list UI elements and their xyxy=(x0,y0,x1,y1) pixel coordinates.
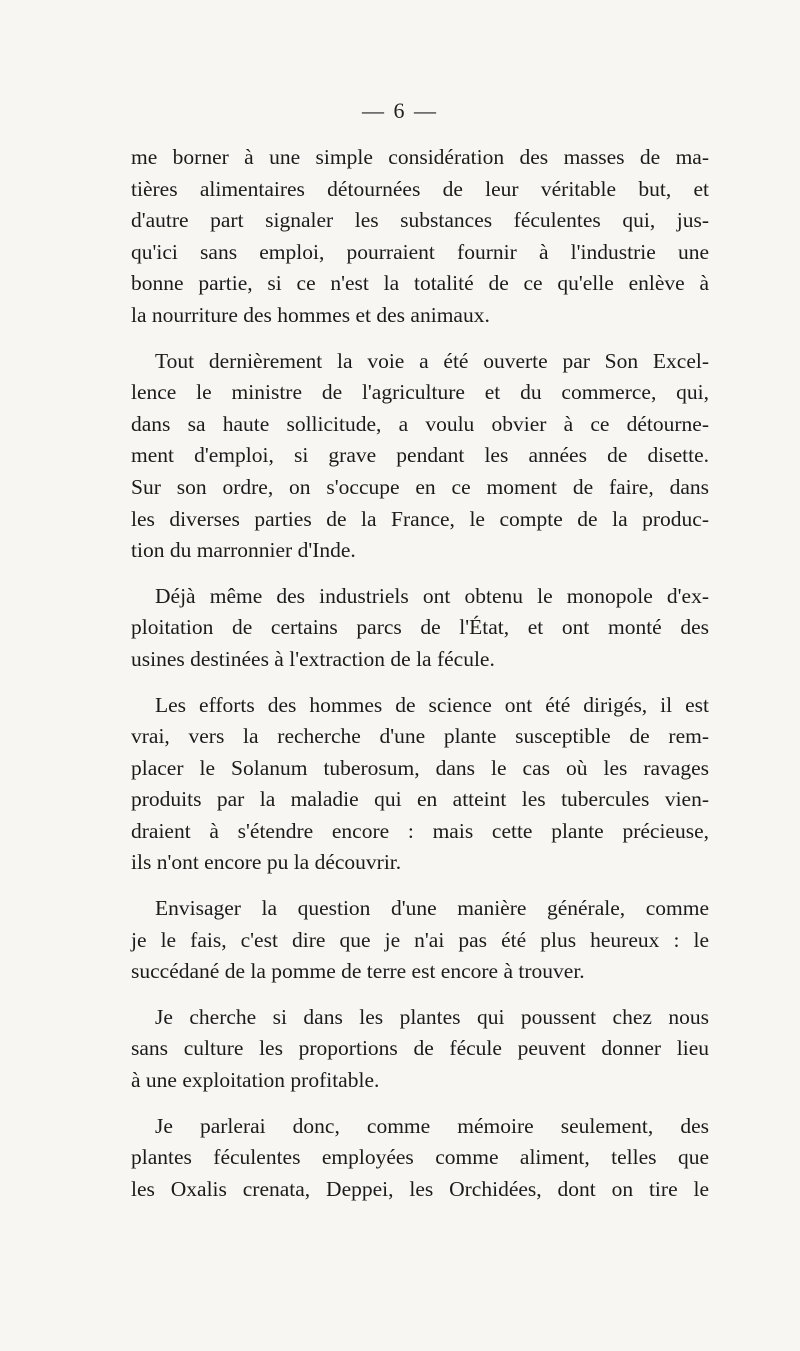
text-line: Tout dernièrement la voie a été ouverte par Son Excel- xyxy=(155,348,709,373)
text-line: Envisager la question d'une manière générale, comme xyxy=(155,896,709,921)
text-line: à une exploitation profitable. xyxy=(131,1068,380,1093)
paragraph xyxy=(131,346,709,567)
text-line: succédané de la pomme de terre est encore à trouver. xyxy=(131,959,585,984)
text-line: je le fais, c'est dire que je n'ai pas été plus heureux : le xyxy=(131,927,709,952)
text-line: ploitation de certains parcs de l'État, et ont monté des xyxy=(131,615,709,640)
paragraph xyxy=(131,893,709,988)
text-line: placer le Solanum tuberosum, dans le cas où les ravages xyxy=(131,755,709,780)
text-line: vrai, vers la recherche d'une plante susceptible de rem- xyxy=(131,724,709,749)
body-text xyxy=(131,142,709,1219)
paragraph xyxy=(131,581,709,676)
text-line: les diverses parties de la France, le compte de la produc- xyxy=(131,506,709,531)
text-line: Je parlerai donc, comme mémoire seulement, des xyxy=(155,1113,709,1138)
paragraph xyxy=(131,1002,709,1097)
text-line: bonne partie, si ce n'est la totalité de ce qu'elle enlève à xyxy=(131,271,709,296)
text-line: sans culture les proportions de fécule peuvent donner lieu xyxy=(131,1036,709,1061)
text-line: Les efforts des hommes de science ont été dirigés, il est xyxy=(155,692,709,717)
text-line: draient à s'étendre encore : mais cette plante précieuse, xyxy=(131,818,709,843)
text-line: dans sa haute sollicitude, a voulu obvier à ce détourne- xyxy=(131,411,709,436)
text-line: qu'ici sans emploi, pourraient fournir à l'industrie une xyxy=(131,239,709,264)
text-line: me borner à une simple considération des masses de ma- xyxy=(131,145,709,169)
text-line: ils n'ont encore pu la découvrir. xyxy=(131,850,402,875)
paragraph xyxy=(131,142,709,332)
text-line: usines destinées à l'extraction de la fécule. xyxy=(131,646,495,671)
text-line: Déjà même des industriels ont obtenu le monopole d'ex- xyxy=(155,583,709,608)
paragraph xyxy=(131,1111,709,1206)
text-line: tières alimentaires détournées de leur véritable but, et xyxy=(131,176,709,201)
text-line: d'autre part signaler les substances féculentes qui, jus- xyxy=(131,208,709,233)
text-line: produits par la maladie qui en atteint les tubercules vien- xyxy=(131,787,709,812)
paragraph xyxy=(131,690,709,880)
text-line: la nourriture des hommes et des animaux. xyxy=(131,302,490,327)
text-line: ment d'emploi, si grave pendant les années de disette. xyxy=(131,443,709,468)
text-line: Sur son ordre, on s'occupe en ce moment de faire, dans xyxy=(131,474,709,499)
text-line: Je cherche si dans les plantes qui poussent chez nous xyxy=(155,1004,709,1029)
text-line: plantes féculentes employées comme aliment, telles que xyxy=(131,1145,709,1170)
text-line: lence le ministre de l'agriculture et du commerce, qui, xyxy=(131,380,709,405)
text-line: tion du marronnier d'Inde. xyxy=(131,538,356,563)
text-line: les Oxalis crenata, Deppei, les Orchidées, dont on tire le xyxy=(131,1176,709,1201)
page-number: — 6 — xyxy=(362,98,438,123)
